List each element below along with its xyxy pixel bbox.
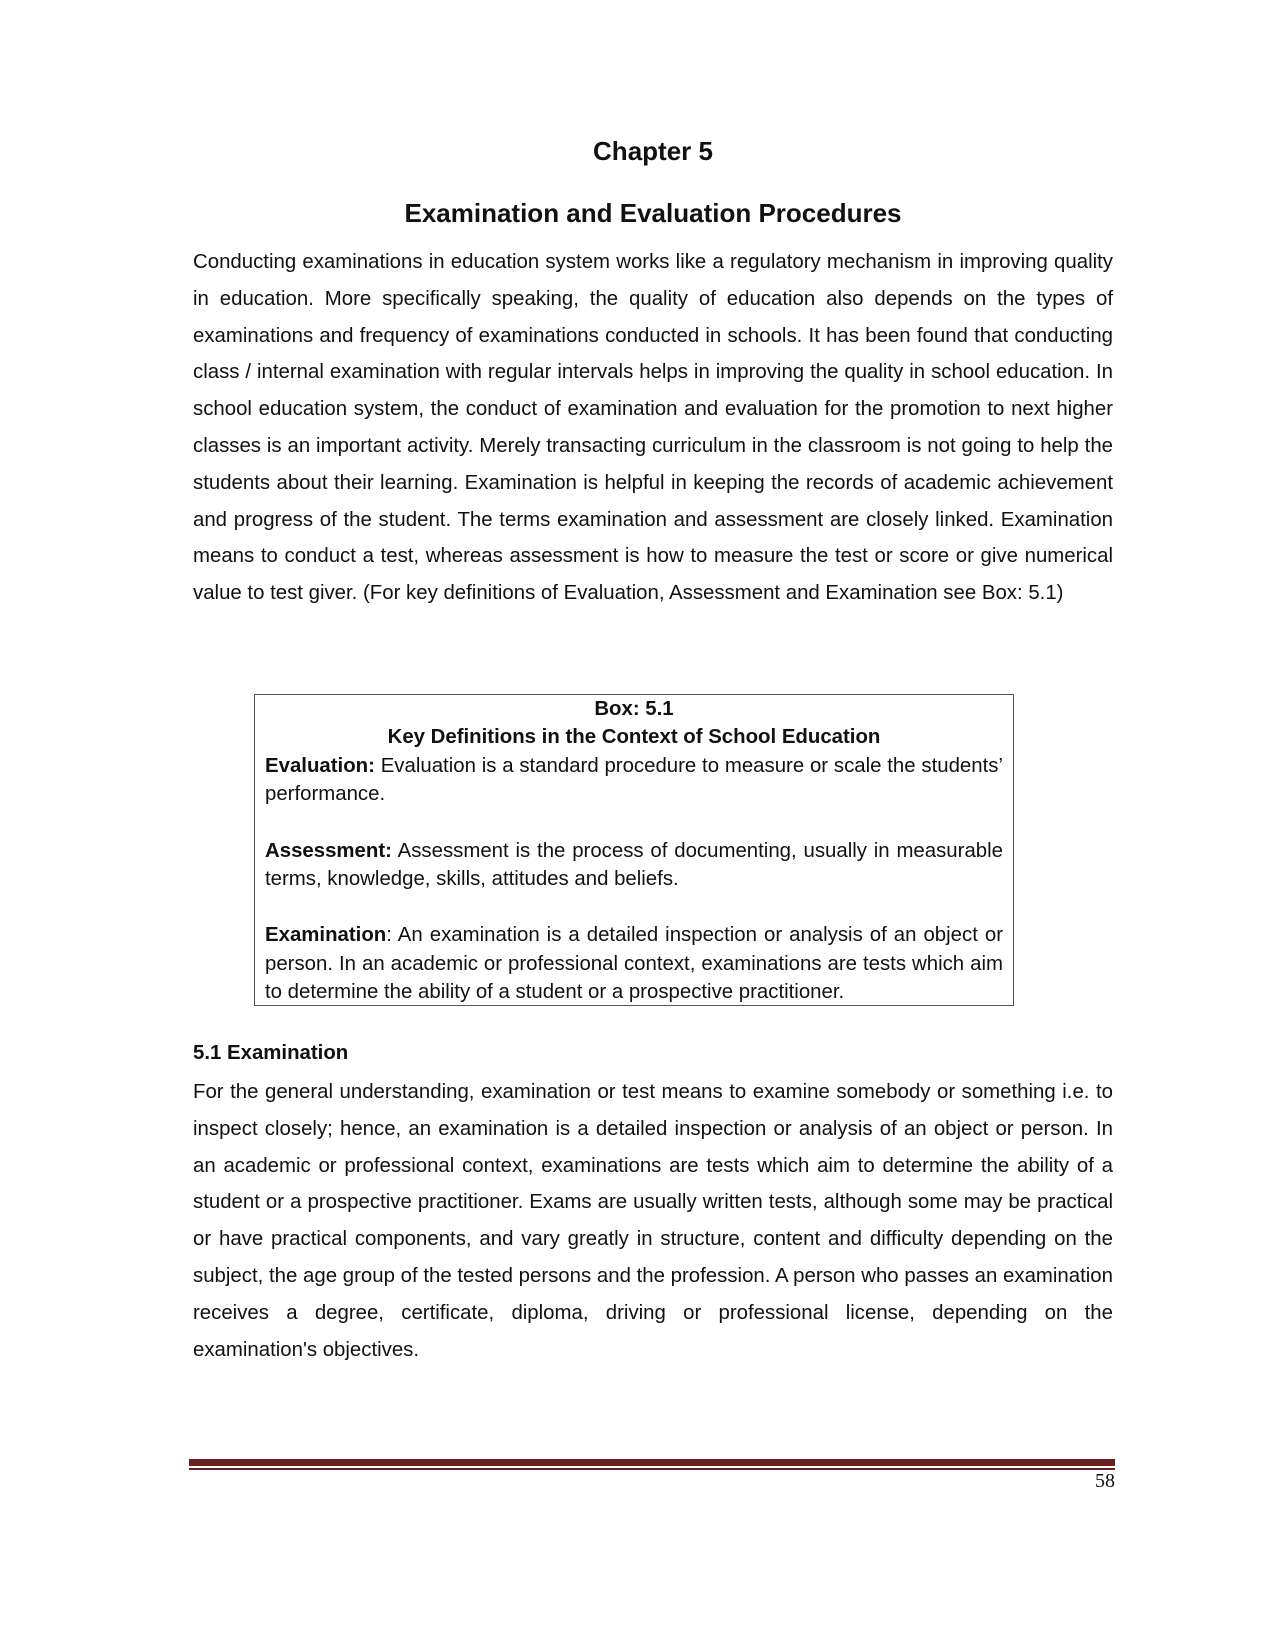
section-heading: 5.1 Examination — [193, 1042, 349, 1064]
footer-rule-thin — [189, 1468, 1115, 1470]
definition-text: : An examination is a detailed inspection or analysis of an object or person. In an academic or professional context, examinations are tests which aim to determine the ability of a student or a prospective practitioner. — [265, 924, 1003, 1004]
definition-text: Evaluation is a standard procedure to measure or scale the students’ performance. — [265, 754, 1003, 806]
definition-term: Examination — [265, 924, 387, 947]
definition-assessment — [265, 837, 1003, 894]
definition-evaluation — [265, 752, 1003, 809]
definition-examination — [265, 921, 1003, 1006]
section-paragraph: For the general understanding, examination or test means to examine somebody or something i.e. to inspect closely; hence, an examination is a detailed inspection or analysis of an object or person. In an academic or professional context, examinations are tests which aim to determine the ability of a student or a prospective practitioner. Exams are usually written tests, although some may be practical or have practical components, and vary greatly in structure, content and difficulty depending on the subject, the age group of the tested persons and the profession. A person who passes an examination receives a degree, certificate, diploma, driving or professional license, depending on the examination's objectives. — [193, 1081, 1113, 1361]
definition-text: Assessment is the process of documenting, usually in measurable terms, knowledge, skills, attitudes and beliefs. — [265, 839, 1003, 891]
intro-paragraph: Conducting examinations in education system works like a regulatory mechanism in improving quality in education. More specifically speaking, the quality of education also depends on the types of examinations and frequency of examinations conducted in schools. It has been found that conducting class / internal examination with regular intervals helps in improving the quality in school education. In school education system, the conduct of examination and evaluation for the promotion to next higher classes is an important activity. Merely transacting curriculum in the classroom is not going to help the students about their learning. Examination is helpful in keeping the records of academic achievement and progress of the student. The terms examination and assessment are closely linked. Examination means to conduct a test, whereas assessment is how to measure the test or score or give numerical value to test giver. (For key definitions of Evaluation, Assessment and Examination see Box: 5.1) — [193, 251, 1113, 605]
chapter-number: Chapter 5 — [593, 136, 713, 166]
box-label: Box: 5.1 — [594, 698, 674, 720]
box-title: Key Definitions in the Context of School Education — [387, 726, 881, 749]
footer-rule — [189, 1459, 1115, 1466]
definition-term: Evaluation: — [265, 754, 375, 777]
definitions-box — [254, 694, 1014, 1006]
definition-term: Assessment: — [265, 839, 392, 862]
page-number: 58 — [1095, 1470, 1115, 1492]
chapter-title: Examination and Evaluation Procedures — [404, 198, 902, 228]
